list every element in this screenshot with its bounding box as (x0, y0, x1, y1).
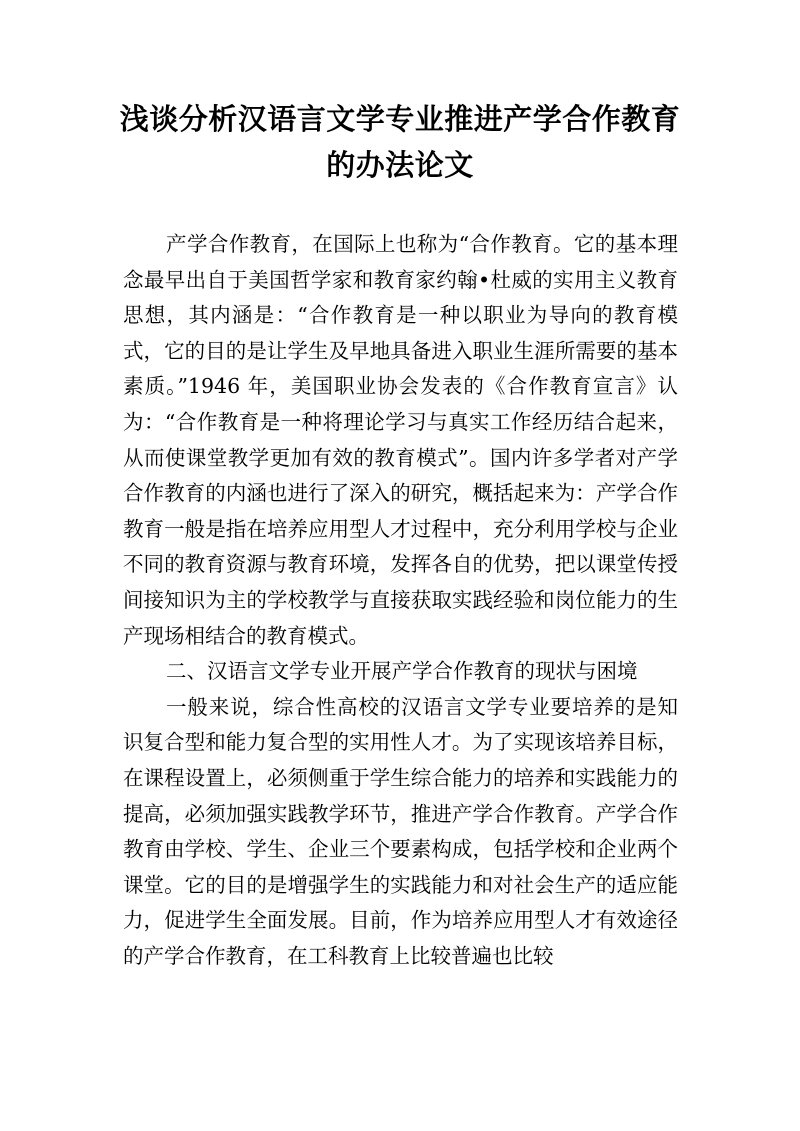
section-heading: 二、汉语言文学专业开展产学合作教育的现状与困境 (166, 659, 638, 684)
paragraph-intro: 产学合作教育，在国际上也称为“合作教育。它的基本理念最早出自于美国哲学家和教育家约翰•杜威的实用主义教育思想，其内涵是：“合作教育是一种以职业为导向的教育模式，它的目的是让学生及早地具备进入职业生涯所需要的基本素质。”1946 年，美国职业协会发表的《合作教育宣言》认为：“合作教育是一种将理论学习与真实工作经历结合起来，从而使课堂教学更加有效的教育模式”。国内许多学者对产学合作教育的内涵也进行了深入的研究，概括起来为：产学合作教育一般是指在培养应用型人才过程中，充分利用学校与企业不同的教育资源与教育环境，发挥各自的优势，把以课堂传授间接知识为主的学校教学与直接获取实践经验和岗位能力的生产现场相结合的教育模式。 (123, 232, 678, 648)
document-title: 浅谈分析汉语言文学专业推进产学合作教育的办法论文 (119, 102, 681, 182)
document-body (123, 227, 678, 974)
paragraph-section-1: 一般来说，综合性高校的汉语言文学专业要培养的是知识复合型和能力复合型的实用性人才。为了实现该培养目标，在课程设置上，必须侧重于学生综合能力的培养和实践能力的提高，必须加强实践教学环节，推进产学合作教育。产学合作教育由学校、学生、企业三个要素构成，包括学校和企业两个课堂。它的目的是增强学生的实践能力和对社会生产的适应能力，促进学生全面发展。目前，作为培养应用型人才有效途径的产学合作教育，在工科教育上比较普遍也比较 (123, 694, 678, 968)
